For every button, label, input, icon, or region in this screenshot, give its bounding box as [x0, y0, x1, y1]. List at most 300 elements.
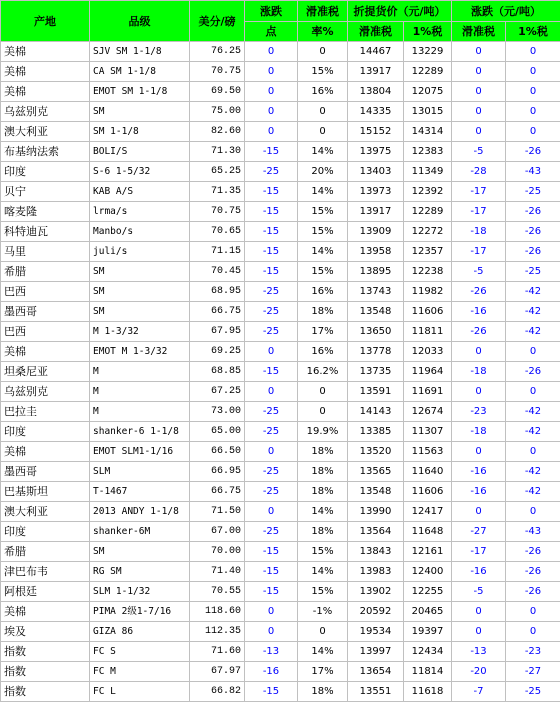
tax-rate-cell: 19.9%: [298, 422, 348, 442]
change-pts-cell: 0: [245, 122, 298, 142]
header-cents: 美分/磅: [190, 1, 245, 42]
header-sub-one: 1%税: [404, 22, 452, 42]
change-slide-cell: -16: [452, 562, 506, 582]
change-one-cell: -26: [506, 562, 560, 582]
slide-price-cell: 13917: [348, 62, 404, 82]
tax-rate-cell: 18%: [298, 482, 348, 502]
tax-rate-cell: 18%: [298, 522, 348, 542]
origin-cell: 指数: [1, 682, 90, 702]
tax-rate-cell: 14%: [298, 502, 348, 522]
tax-rate-cell: 16%: [298, 82, 348, 102]
change-one-cell: -25: [506, 182, 560, 202]
change-pts-cell: -15: [245, 142, 298, 162]
header-sub-slide2: 滑准税: [452, 22, 506, 42]
slide-price-cell: 13565: [348, 462, 404, 482]
grade-cell: SM: [90, 282, 190, 302]
one-percent-price-cell: 12272: [404, 222, 452, 242]
one-percent-price-cell: 11606: [404, 302, 452, 322]
origin-cell: 巴西: [1, 322, 90, 342]
change-slide-cell: -16: [452, 482, 506, 502]
origin-cell: 喀麦隆: [1, 202, 90, 222]
change-slide-cell: -17: [452, 202, 506, 222]
table-row: [1, 642, 560, 662]
change-one-cell: 0: [506, 622, 560, 642]
table-row: [1, 282, 560, 302]
slide-price-cell: 13743: [348, 282, 404, 302]
cents-cell: 67.97: [190, 662, 245, 682]
one-percent-price-cell: 11618: [404, 682, 452, 702]
slide-price-cell: 13895: [348, 262, 404, 282]
change-one-cell: 0: [506, 82, 560, 102]
grade-cell: T-1467: [90, 482, 190, 502]
table-row: [1, 62, 560, 82]
table-row: [1, 422, 560, 442]
cents-cell: 66.50: [190, 442, 245, 462]
header-sub-slide: 滑准税: [348, 22, 404, 42]
change-slide-cell: -17: [452, 542, 506, 562]
cents-cell: 66.82: [190, 682, 245, 702]
table-row: [1, 102, 560, 122]
tax-rate-cell: 18%: [298, 442, 348, 462]
change-pts-cell: -16: [245, 662, 298, 682]
tax-rate-cell: 0: [298, 402, 348, 422]
grade-cell: FC L: [90, 682, 190, 702]
change-pts-cell: 0: [245, 502, 298, 522]
change-slide-cell: -20: [452, 662, 506, 682]
grade-cell: SJV SM 1-1/8: [90, 42, 190, 62]
tax-rate-cell: 20%: [298, 162, 348, 182]
slide-price-cell: 13385: [348, 422, 404, 442]
grade-cell: SM: [90, 262, 190, 282]
grade-cell: SLM 1-1/32: [90, 582, 190, 602]
change-pts-cell: 0: [245, 442, 298, 462]
one-percent-price-cell: 12289: [404, 202, 452, 222]
origin-cell: 巴西: [1, 282, 90, 302]
change-pts-cell: -15: [245, 582, 298, 602]
cents-cell: 69.50: [190, 82, 245, 102]
header-change-pts-top: 涨跌: [245, 1, 298, 22]
origin-cell: 乌兹别克: [1, 102, 90, 122]
table-row: [1, 242, 560, 262]
one-percent-price-cell: 11349: [404, 162, 452, 182]
grade-cell: CA SM 1-1/8: [90, 62, 190, 82]
grade-cell: M 1-3/32: [90, 322, 190, 342]
slide-price-cell: 13591: [348, 382, 404, 402]
origin-cell: 美棉: [1, 442, 90, 462]
tax-rate-cell: 15%: [298, 62, 348, 82]
grade-cell: EMOT SM 1-1/8: [90, 82, 190, 102]
slide-price-cell: 14467: [348, 42, 404, 62]
slide-price-cell: 13403: [348, 162, 404, 182]
slide-price-cell: 13917: [348, 202, 404, 222]
change-one-cell: 0: [506, 42, 560, 62]
slide-price-cell: 13909: [348, 222, 404, 242]
tax-rate-cell: 14%: [298, 182, 348, 202]
change-one-cell: -43: [506, 522, 560, 542]
change-one-cell: -25: [506, 262, 560, 282]
table-row: [1, 162, 560, 182]
tax-rate-cell: 0: [298, 382, 348, 402]
slide-price-cell: 13778: [348, 342, 404, 362]
change-slide-cell: 0: [452, 102, 506, 122]
slide-price-cell: 13654: [348, 662, 404, 682]
cents-cell: 71.50: [190, 502, 245, 522]
slide-price-cell: 13804: [348, 82, 404, 102]
header-change-pts-bottom: 点: [245, 22, 298, 42]
change-one-cell: 0: [506, 122, 560, 142]
table-row: [1, 82, 560, 102]
change-slide-cell: -26: [452, 282, 506, 302]
cents-cell: 118.60: [190, 602, 245, 622]
change-slide-cell: -7: [452, 682, 506, 702]
grade-cell: BOLI/S: [90, 142, 190, 162]
grade-cell: S-6 1-5/32: [90, 162, 190, 182]
grade-cell: Manbo/s: [90, 222, 190, 242]
tax-rate-cell: 0: [298, 122, 348, 142]
change-one-cell: -43: [506, 162, 560, 182]
change-pts-cell: -15: [245, 222, 298, 242]
grade-cell: M: [90, 382, 190, 402]
change-slide-cell: -23: [452, 402, 506, 422]
cents-cell: 70.75: [190, 62, 245, 82]
change-pts-cell: -15: [245, 242, 298, 262]
origin-cell: 美棉: [1, 62, 90, 82]
cents-cell: 69.25: [190, 342, 245, 362]
one-percent-price-cell: 13229: [404, 42, 452, 62]
change-one-cell: -42: [506, 462, 560, 482]
origin-cell: 坦桑尼亚: [1, 362, 90, 382]
header-grade: 品级: [90, 1, 190, 42]
grade-cell: SLM: [90, 462, 190, 482]
one-percent-price-cell: 20465: [404, 602, 452, 622]
change-pts-cell: 0: [245, 42, 298, 62]
origin-cell: 津巴布韦: [1, 562, 90, 582]
cents-cell: 65.25: [190, 162, 245, 182]
one-percent-price-cell: 12400: [404, 562, 452, 582]
table-row: [1, 202, 560, 222]
slide-price-cell: 19534: [348, 622, 404, 642]
change-one-cell: 0: [506, 62, 560, 82]
grade-cell: EMOT M 1-3/32: [90, 342, 190, 362]
change-pts-cell: 0: [245, 342, 298, 362]
change-slide-cell: -18: [452, 222, 506, 242]
cents-cell: 70.55: [190, 582, 245, 602]
slide-price-cell: 13843: [348, 542, 404, 562]
change-slide-cell: -26: [452, 322, 506, 342]
tax-rate-cell: 14%: [298, 142, 348, 162]
origin-cell: 印度: [1, 162, 90, 182]
cents-cell: 68.85: [190, 362, 245, 382]
origin-cell: 马里: [1, 242, 90, 262]
cents-cell: 66.95: [190, 462, 245, 482]
change-one-cell: -27: [506, 662, 560, 682]
change-slide-cell: -5: [452, 582, 506, 602]
grade-cell: shanker-6M: [90, 522, 190, 542]
table-row: [1, 222, 560, 242]
change-one-cell: 0: [506, 382, 560, 402]
grade-cell: SM: [90, 542, 190, 562]
cents-cell: 71.35: [190, 182, 245, 202]
change-slide-cell: -18: [452, 362, 506, 382]
one-percent-price-cell: 14314: [404, 122, 452, 142]
change-one-cell: 0: [506, 442, 560, 462]
change-one-cell: -26: [506, 142, 560, 162]
table-row: [1, 402, 560, 422]
origin-cell: 乌兹别克: [1, 382, 90, 402]
cents-cell: 71.30: [190, 142, 245, 162]
one-percent-price-cell: 12357: [404, 242, 452, 262]
one-percent-price-cell: 11307: [404, 422, 452, 442]
grade-cell: lrma/s: [90, 202, 190, 222]
change-pts-cell: -15: [245, 682, 298, 702]
one-percent-price-cell: 12434: [404, 642, 452, 662]
change-slide-cell: -17: [452, 242, 506, 262]
change-pts-cell: -25: [245, 462, 298, 482]
change-pts-cell: 0: [245, 602, 298, 622]
cents-cell: 76.25: [190, 42, 245, 62]
change-slide-cell: 0: [452, 62, 506, 82]
change-pts-cell: -15: [245, 202, 298, 222]
table-row: [1, 362, 560, 382]
table-row: [1, 462, 560, 482]
change-slide-cell: 0: [452, 442, 506, 462]
change-one-cell: -42: [506, 322, 560, 342]
change-slide-cell: -28: [452, 162, 506, 182]
cents-cell: 67.00: [190, 522, 245, 542]
change-one-cell: 0: [506, 342, 560, 362]
one-percent-price-cell: 12383: [404, 142, 452, 162]
change-one-cell: -42: [506, 282, 560, 302]
change-one-cell: -26: [506, 362, 560, 382]
change-slide-cell: -5: [452, 262, 506, 282]
table-row: [1, 302, 560, 322]
slide-price-cell: 13997: [348, 642, 404, 662]
table-row: [1, 382, 560, 402]
change-slide-cell: 0: [452, 122, 506, 142]
slide-price-cell: 15152: [348, 122, 404, 142]
grade-cell: SM 1-1/8: [90, 122, 190, 142]
change-slide-cell: -16: [452, 302, 506, 322]
change-pts-cell: -25: [245, 422, 298, 442]
grade-cell: FC S: [90, 642, 190, 662]
change-slide-cell: -16: [452, 462, 506, 482]
one-percent-price-cell: 12392: [404, 182, 452, 202]
origin-cell: 指数: [1, 642, 90, 662]
grade-cell: RG SM: [90, 562, 190, 582]
cents-cell: 75.00: [190, 102, 245, 122]
change-pts-cell: -25: [245, 402, 298, 422]
table-row: [1, 122, 560, 142]
one-percent-price-cell: 11563: [404, 442, 452, 462]
one-percent-price-cell: 12238: [404, 262, 452, 282]
change-slide-cell: 0: [452, 622, 506, 642]
tax-rate-cell: 17%: [298, 322, 348, 342]
tax-rate-cell: 0: [298, 102, 348, 122]
grade-cell: FC M: [90, 662, 190, 682]
change-pts-cell: -15: [245, 562, 298, 582]
grade-cell: M: [90, 362, 190, 382]
tax-rate-cell: 17%: [298, 662, 348, 682]
grade-cell: SM: [90, 102, 190, 122]
change-one-cell: -26: [506, 242, 560, 262]
change-pts-cell: -25: [245, 162, 298, 182]
table-row: [1, 182, 560, 202]
change-slide-cell: -5: [452, 142, 506, 162]
change-one-cell: -42: [506, 482, 560, 502]
one-percent-price-cell: 12674: [404, 402, 452, 422]
header-tax-top: 滑准税: [298, 1, 348, 22]
change-one-cell: -42: [506, 422, 560, 442]
change-pts-cell: 0: [245, 102, 298, 122]
tax-rate-cell: 0: [298, 622, 348, 642]
slide-price-cell: 14143: [348, 402, 404, 422]
slide-price-cell: 13973: [348, 182, 404, 202]
origin-cell: 希腊: [1, 542, 90, 562]
origin-cell: 贝宁: [1, 182, 90, 202]
tax-rate-cell: 14%: [298, 242, 348, 262]
one-percent-price-cell: 11606: [404, 482, 452, 502]
cents-cell: 70.65: [190, 222, 245, 242]
cents-cell: 70.00: [190, 542, 245, 562]
change-pts-cell: -25: [245, 322, 298, 342]
table-row: [1, 342, 560, 362]
table-row: [1, 262, 560, 282]
change-slide-cell: 0: [452, 602, 506, 622]
one-percent-price-cell: 11964: [404, 362, 452, 382]
origin-cell: 澳大利亚: [1, 502, 90, 522]
tax-rate-cell: 15%: [298, 262, 348, 282]
header-change-yuan-group: 涨跌（元/吨）: [452, 1, 560, 22]
change-pts-cell: -25: [245, 482, 298, 502]
change-one-cell: -42: [506, 402, 560, 422]
origin-cell: 指数: [1, 662, 90, 682]
cents-cell: 67.95: [190, 322, 245, 342]
table-row: [1, 142, 560, 162]
one-percent-price-cell: 13015: [404, 102, 452, 122]
tax-rate-cell: 16%: [298, 282, 348, 302]
one-percent-price-cell: 11640: [404, 462, 452, 482]
grade-cell: shanker-6 1-1/8: [90, 422, 190, 442]
cents-cell: 68.95: [190, 282, 245, 302]
grade-cell: PIMA 2级1-7/16: [90, 602, 190, 622]
table-row: [1, 562, 560, 582]
change-pts-cell: -25: [245, 302, 298, 322]
change-slide-cell: -18: [452, 422, 506, 442]
slide-price-cell: 13548: [348, 482, 404, 502]
tax-rate-cell: 18%: [298, 682, 348, 702]
change-pts-cell: -15: [245, 182, 298, 202]
change-one-cell: -26: [506, 202, 560, 222]
grade-cell: GIZA 86: [90, 622, 190, 642]
origin-cell: 布基纳法索: [1, 142, 90, 162]
change-pts-cell: -13: [245, 642, 298, 662]
origin-cell: 墨西哥: [1, 302, 90, 322]
tax-rate-cell: 18%: [298, 302, 348, 322]
change-pts-cell: 0: [245, 382, 298, 402]
grade-cell: KAB A/S: [90, 182, 190, 202]
table-row: [1, 42, 560, 62]
slide-price-cell: 13975: [348, 142, 404, 162]
grade-cell: juli/s: [90, 242, 190, 262]
table-body: [1, 42, 560, 702]
change-one-cell: -23: [506, 642, 560, 662]
grade-cell: SM: [90, 302, 190, 322]
cents-cell: 71.40: [190, 562, 245, 582]
table-row: [1, 582, 560, 602]
change-pts-cell: 0: [245, 62, 298, 82]
cents-cell: 71.60: [190, 642, 245, 662]
slide-price-cell: 13735: [348, 362, 404, 382]
one-percent-price-cell: 12289: [404, 62, 452, 82]
origin-cell: 巴拉圭: [1, 402, 90, 422]
table-row: [1, 502, 560, 522]
change-pts-cell: 0: [245, 622, 298, 642]
change-one-cell: -42: [506, 302, 560, 322]
change-slide-cell: 0: [452, 82, 506, 102]
change-slide-cell: 0: [452, 502, 506, 522]
tax-rate-cell: 14%: [298, 642, 348, 662]
one-percent-price-cell: 11648: [404, 522, 452, 542]
one-percent-price-cell: 12417: [404, 502, 452, 522]
origin-cell: 美棉: [1, 342, 90, 362]
change-pts-cell: -15: [245, 542, 298, 562]
cents-cell: 112.35: [190, 622, 245, 642]
origin-cell: 印度: [1, 422, 90, 442]
change-one-cell: -25: [506, 682, 560, 702]
change-pts-cell: -15: [245, 362, 298, 382]
one-percent-price-cell: 12033: [404, 342, 452, 362]
tax-rate-cell: 15%: [298, 542, 348, 562]
slide-price-cell: 13902: [348, 582, 404, 602]
change-one-cell: 0: [506, 602, 560, 622]
change-one-cell: -26: [506, 222, 560, 242]
table-row: [1, 482, 560, 502]
one-percent-price-cell: 12161: [404, 542, 452, 562]
tax-rate-cell: 15%: [298, 222, 348, 242]
cents-cell: 82.60: [190, 122, 245, 142]
cents-cell: 73.00: [190, 402, 245, 422]
change-slide-cell: 0: [452, 342, 506, 362]
cents-cell: 70.45: [190, 262, 245, 282]
grade-cell: M: [90, 402, 190, 422]
origin-cell: 澳大利亚: [1, 122, 90, 142]
one-percent-price-cell: 11814: [404, 662, 452, 682]
change-slide-cell: 0: [452, 42, 506, 62]
origin-cell: 墨西哥: [1, 462, 90, 482]
one-percent-price-cell: 11691: [404, 382, 452, 402]
table-row: [1, 442, 560, 462]
change-one-cell: 0: [506, 502, 560, 522]
origin-cell: 印度: [1, 522, 90, 542]
tax-rate-cell: 18%: [298, 462, 348, 482]
origin-cell: 美棉: [1, 42, 90, 62]
tax-rate-cell: 16.2%: [298, 362, 348, 382]
table-row: [1, 662, 560, 682]
change-one-cell: -26: [506, 542, 560, 562]
change-one-cell: -26: [506, 582, 560, 602]
slide-price-cell: 13551: [348, 682, 404, 702]
origin-cell: 埃及: [1, 622, 90, 642]
tax-rate-cell: 0: [298, 42, 348, 62]
tax-rate-cell: 14%: [298, 562, 348, 582]
origin-cell: 巴基斯坦: [1, 482, 90, 502]
cents-cell: 65.00: [190, 422, 245, 442]
cents-cell: 66.75: [190, 482, 245, 502]
origin-cell: 希腊: [1, 262, 90, 282]
one-percent-price-cell: 12075: [404, 82, 452, 102]
change-slide-cell: -27: [452, 522, 506, 542]
slide-price-cell: 13548: [348, 302, 404, 322]
